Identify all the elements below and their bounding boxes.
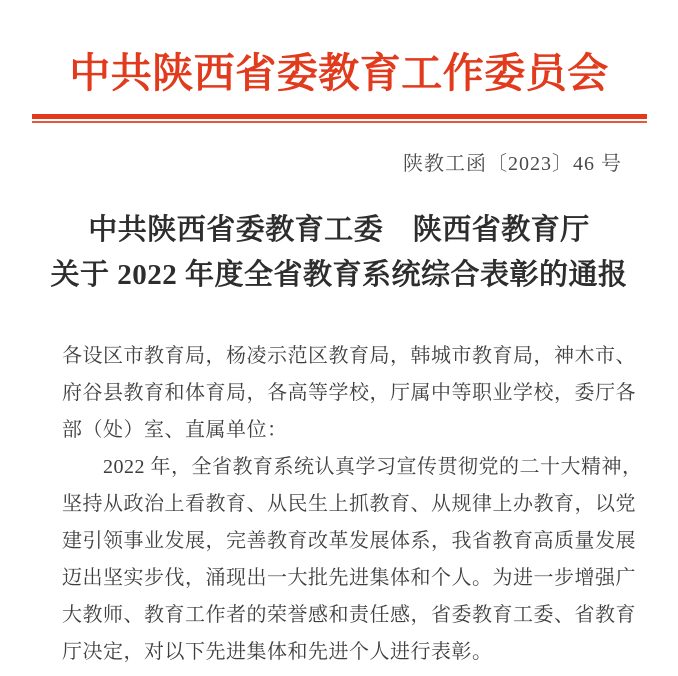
letterhead-org-name: 中共陕西省委教育工作委员会	[69, 50, 609, 96]
document-body	[62, 338, 642, 671]
document-title-line1: 中共陕西省委教育工委 陕西省教育厅	[88, 214, 590, 246]
recipients-line-3: 部（处）室、直属单位：	[62, 419, 288, 441]
paragraph-line-5: 大教师、教育工作者的荣誉感和责任感，省委教育工委、省教育	[62, 604, 636, 626]
document-title-line2: 关于 2022 年度全省教育系统综合表彰的通报	[50, 259, 628, 291]
letterhead-divider	[32, 114, 647, 123]
recipients-line-2: 府谷县教育和体育局，各高等学校，厅属中等职业学校，委厅各	[62, 382, 636, 404]
paragraph-line-1: 2022 年，全省教育系统认真学习宣传贯彻党的二十大精神，	[103, 456, 643, 478]
paragraph-line-6: 厅决定，对以下先进集体和先进个人进行表彰。	[62, 641, 493, 663]
divider-thick-rule	[32, 114, 647, 119]
document-title	[0, 208, 678, 298]
paragraph-line-4: 迈出坚实步伐，涌现出一大批先进集体和个人。为进一步增强广	[62, 567, 636, 589]
paragraph-line-3: 建引领事业发展，完善教育改革发展体系，我省教育高质量发展	[62, 530, 636, 552]
paragraph-line-2: 坚持从政治上看教育、从民生上抓教育、从规律上办教育，以党	[62, 493, 636, 515]
document-number: 陕教工函〔2023〕46 号	[403, 153, 622, 175]
recipients-line-1: 各设区市教育局，杨凌示范区教育局，韩城市教育局，神木市、	[62, 345, 636, 367]
divider-thin-rule	[32, 121, 647, 123]
